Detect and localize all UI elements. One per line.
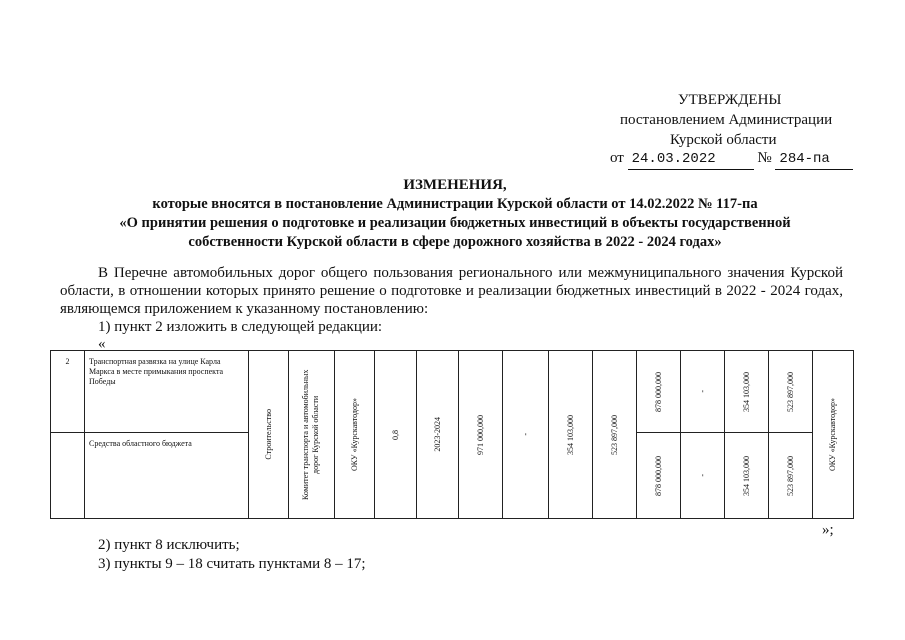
document-title <box>60 176 850 252</box>
dash-cell <box>503 351 549 519</box>
body-text <box>60 264 843 336</box>
total-bottom: 878 000,000 <box>653 455 663 496</box>
total-bottom-cell <box>637 433 681 519</box>
recipient-cell <box>813 351 854 519</box>
length-cell <box>375 351 417 519</box>
total-top: 878 000,000 <box>653 371 663 412</box>
developer: ОКУ «Курскавтодор» <box>349 397 359 472</box>
body-paragraph: В Перечне автомобильных дорог общего пользования регионального или межмуниципального значения Курской области, в отношении которых принято решение о подготовке и реализации бюджетных инвестиций в 2022 - 2024 годах, являющемся приложением к указанному постановлению: <box>60 265 843 317</box>
approved-region: Курской области <box>670 132 777 148</box>
work-type: Строительство <box>263 409 273 460</box>
title-line-1: которые вносятся в постановление Администрации Курской области от 14.02.2022 № 117-па <box>152 196 758 212</box>
val-354-top-cell <box>725 351 769 433</box>
val-523-top: 523 897,000 <box>785 371 795 412</box>
work-type-cell <box>249 351 289 519</box>
customer-cell <box>289 351 335 519</box>
dash-top-cell <box>681 351 725 433</box>
item-1: 1) пункт 2 изложить в следующей редакции: <box>98 319 383 335</box>
total-top-cell <box>637 351 681 433</box>
title-line-0: ИЗМЕНЕНИЯ, <box>403 177 507 193</box>
roads-table <box>50 350 854 519</box>
dash-bottom-cell <box>681 433 725 519</box>
number-label: № <box>757 150 772 166</box>
row-number-empty <box>51 433 85 519</box>
customer: Комитет транспорта и автомобильных дорог Курской области <box>300 369 320 500</box>
val-523-top-cell <box>769 351 813 433</box>
item-2: 2) пункт 8 исключить; <box>98 537 240 553</box>
approval-date-number <box>610 148 853 170</box>
title-line-3: собственности Курской области в сфере дорожного хозяйства в 2022 - 2024 годах» <box>188 234 722 250</box>
dash-top: - <box>697 390 707 393</box>
funding-source: Средства областного бюджета <box>85 433 249 519</box>
approved-by: постановлением Администрации <box>620 112 833 128</box>
developer-cell <box>335 351 375 519</box>
estimate: 971 000,000 <box>475 414 485 455</box>
val-523-bottom-cell <box>769 433 813 519</box>
val-354-cell <box>549 351 593 519</box>
approval-number: 284-па <box>775 149 853 170</box>
quote-close: »; <box>822 522 834 538</box>
val-354: 354 103,000 <box>565 414 575 455</box>
val-523-cell <box>593 351 637 519</box>
dash-bottom: - <box>697 474 707 477</box>
title-line-2: «О принятии решения о подготовке и реализации бюджетных инвестиций в объекты государственной <box>119 215 791 231</box>
val-523: 523 897,000 <box>609 414 619 455</box>
quote-open: « <box>98 336 106 352</box>
val-523-bottom: 523 897,000 <box>785 455 795 496</box>
val-354-bottom-cell <box>725 433 769 519</box>
val-354-top: 354 103,000 <box>741 371 751 412</box>
period-cell <box>417 351 459 519</box>
dash: - <box>520 433 530 436</box>
approved-heading: УТВЕРЖДЕНЫ <box>678 92 782 108</box>
from-label: от <box>610 150 624 166</box>
object-name: Транспортная развязка на улице Карла Маркса в месте примыкания проспекта Победы <box>85 351 249 433</box>
approval-date: 24.03.2022 <box>628 149 754 170</box>
val-354-bottom: 354 103,000 <box>741 455 751 496</box>
item-3: 3) пункты 9 – 18 считать пунктами 8 – 17; <box>98 556 366 572</box>
row-number: 2 <box>51 351 85 433</box>
recipient: ОКУ «Курскавтодор» <box>828 397 837 472</box>
length: 0,8 <box>390 429 400 440</box>
period: 2023-2024 <box>432 417 442 452</box>
estimate-cell <box>459 351 503 519</box>
